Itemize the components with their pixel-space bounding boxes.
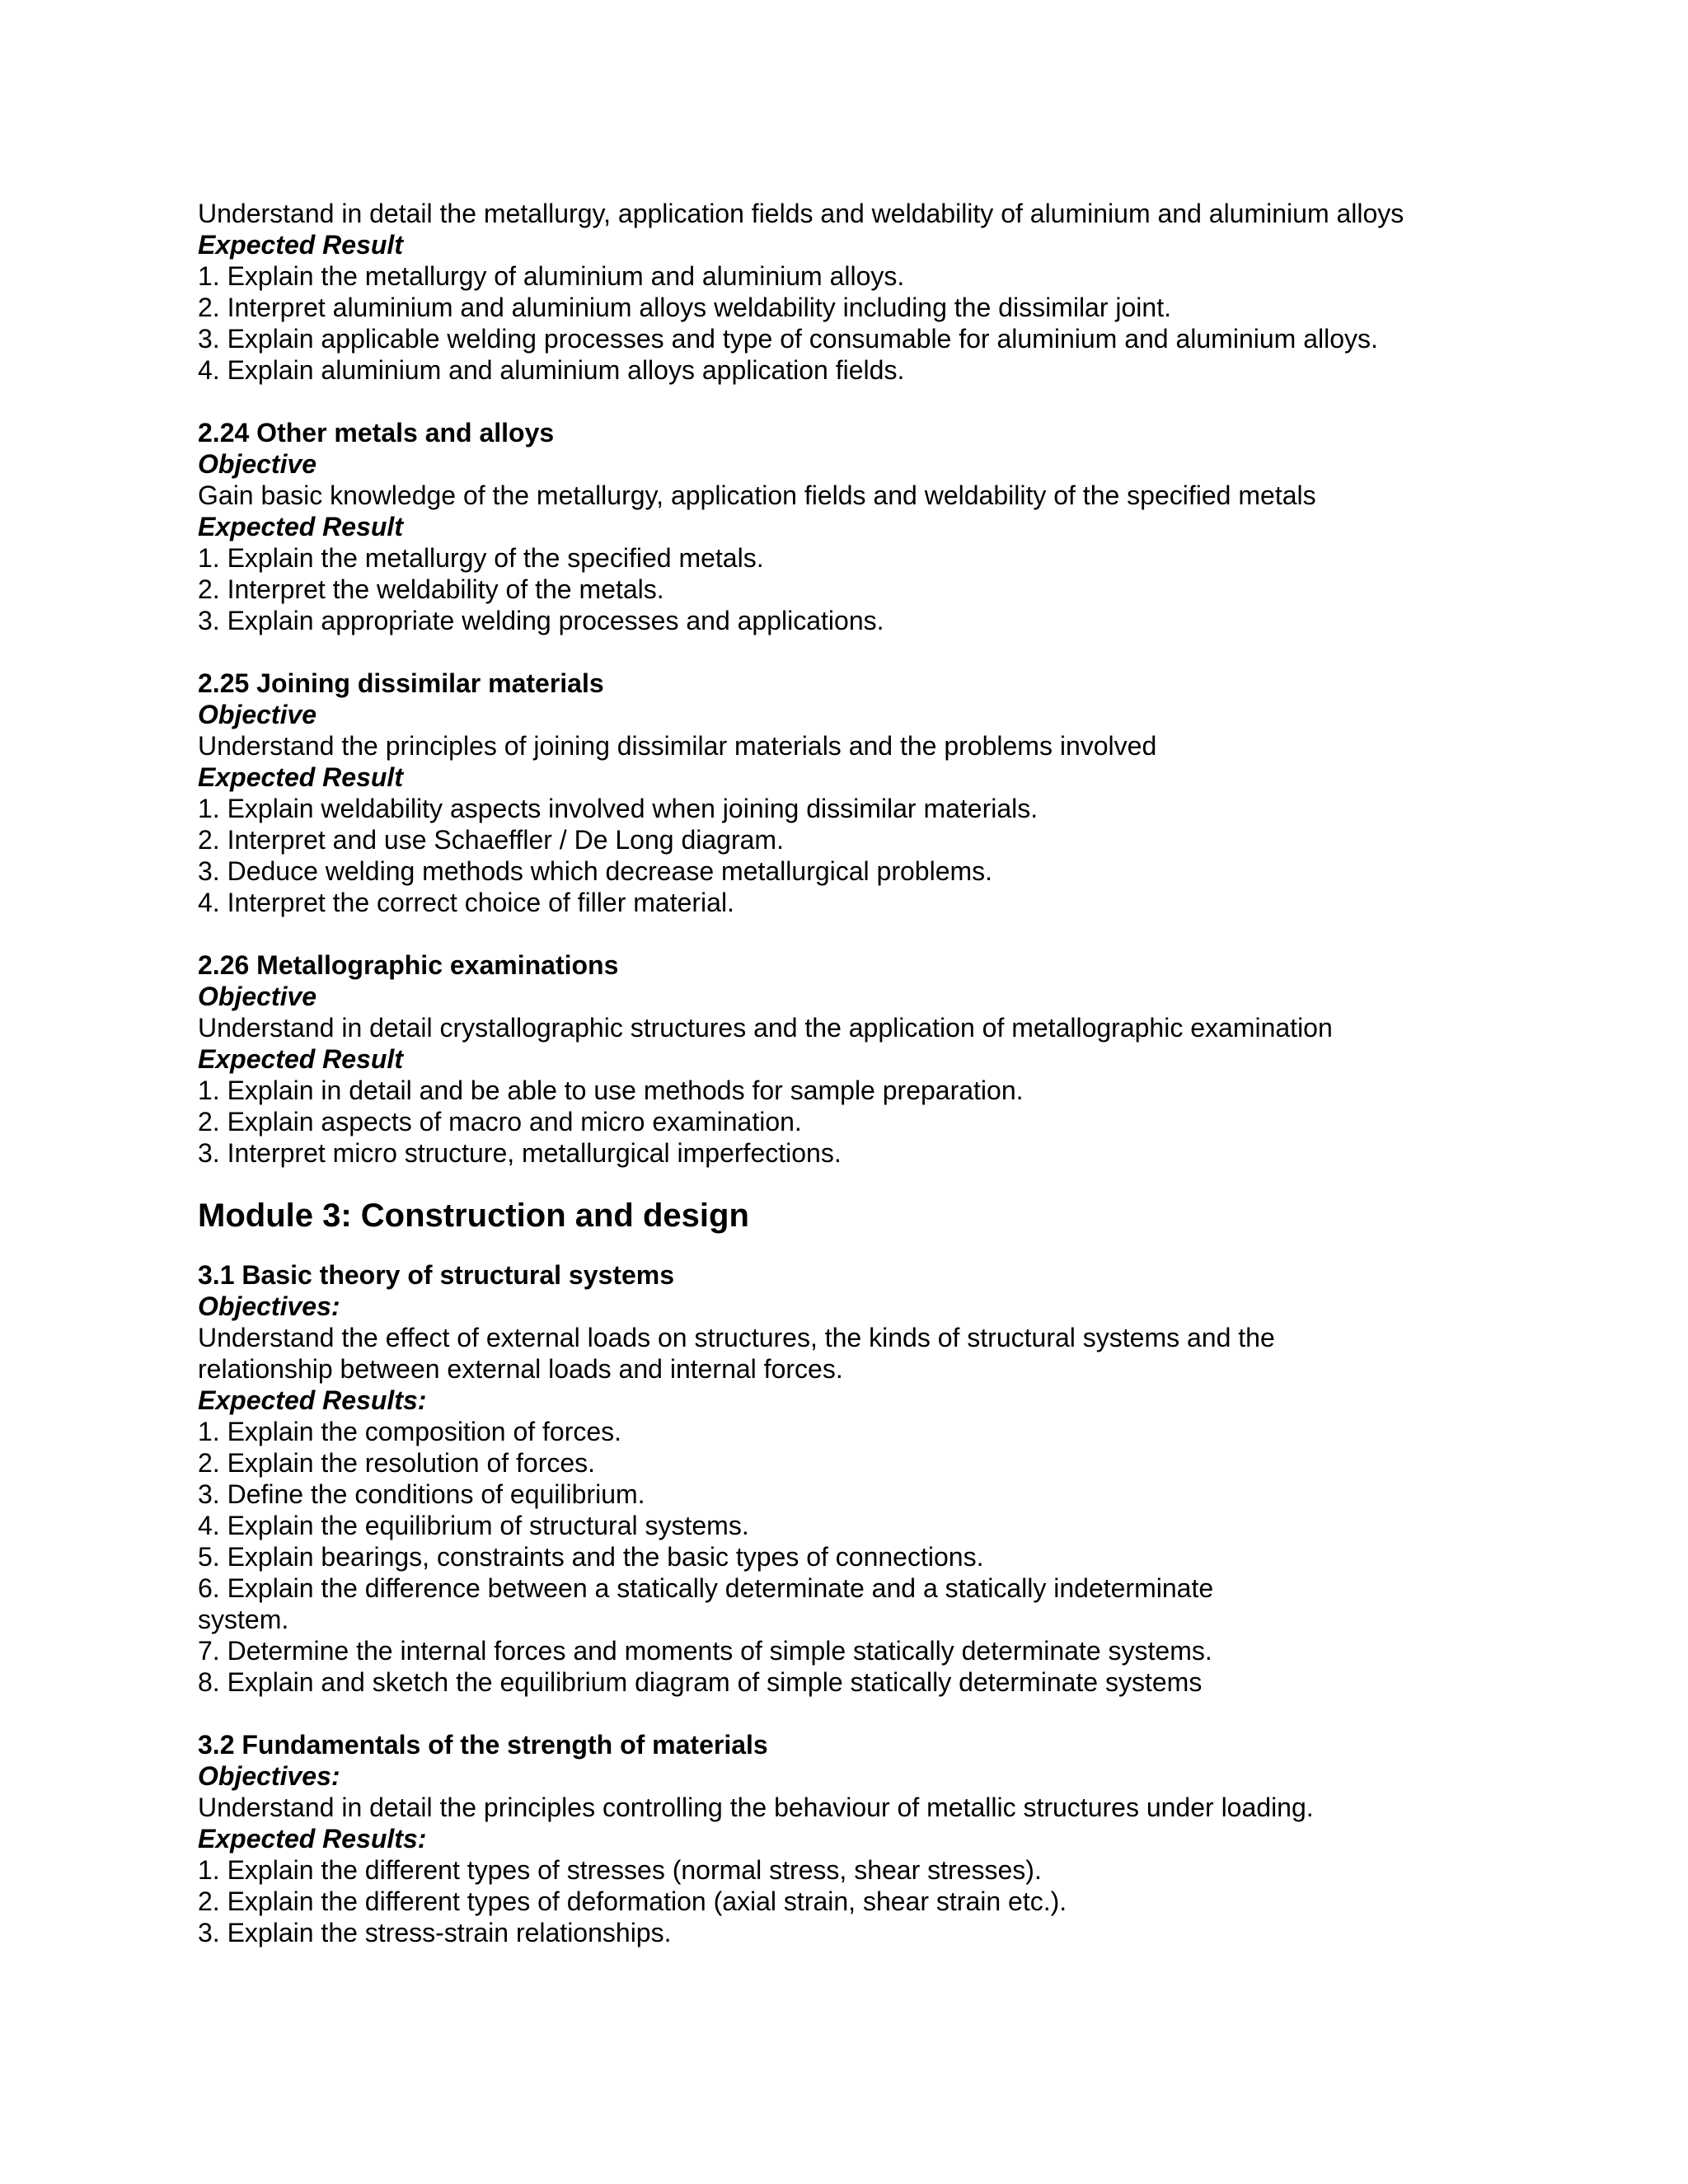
section-3-1	[198, 1259, 1533, 1698]
objective-text: Understand the principles of joining dissimilar materials and the problems involved	[198, 731, 1157, 761]
objective-label: Objective	[198, 982, 317, 1011]
result-item: 1. Explain weldability aspects involved when joining dissimilar materials.	[198, 794, 1039, 823]
result-item: 3. Explain the stress-strain relationships.	[198, 1918, 672, 1947]
objective-text: relationship between external loads and internal forces.	[198, 1354, 843, 1384]
result-item: 1. Explain in detail and be able to use methods for sample preparation.	[198, 1076, 1024, 1105]
section-title: 3.2 Fundamentals of the strength of materials	[198, 1730, 768, 1760]
section-title: 3.1 Basic theory of structural systems	[198, 1260, 675, 1290]
document-page	[198, 198, 1533, 1948]
result-item: 1. Explain the different types of stresses (normal stress, shear stresses).	[198, 1855, 1042, 1885]
section-2-25	[198, 668, 1533, 918]
result-item: 2. Explain aspects of macro and micro examination.	[198, 1107, 802, 1137]
section-2-24	[198, 417, 1533, 636]
section-title: 2.26 Metallographic examinations	[198, 950, 619, 980]
section-3-2	[198, 1729, 1533, 1948]
result-item: 3. Explain applicable welding processes and type of consumable for aluminium and aluminium alloys.	[198, 324, 1378, 354]
result-item: 3. Interpret micro structure, metallurgical imperfections.	[198, 1138, 842, 1168]
result-item: 5. Explain bearings, constraints and the basic types of connections.	[198, 1542, 984, 1572]
result-item: 4. Interpret the correct choice of filler material.	[198, 888, 734, 917]
result-item: 4. Explain the equilibrium of structural systems.	[198, 1511, 749, 1540]
objective-text: Gain basic knowledge of the metallurgy, application fields and weldability of the specified metals	[198, 480, 1316, 510]
expected-result-label: Expected Results:	[198, 1385, 427, 1415]
result-item: 3. Define the conditions of equilibrium.	[198, 1479, 645, 1509]
aluminium-section	[198, 198, 1533, 386]
objective-text: Understand in detail the principles controlling the behaviour of metallic structures under loading.	[198, 1793, 1314, 1822]
objective-text: Understand in detail the metallurgy, application fields and weldability of aluminium and aluminium alloys	[198, 199, 1404, 228]
result-item: 1. Explain the metallurgy of the specified metals.	[198, 543, 764, 573]
objective-label: Objective	[198, 700, 317, 729]
result-item: 2. Interpret aluminium and aluminium alloys weldability including the dissimilar joint.	[198, 293, 1171, 322]
result-item: 1. Explain the metallurgy of aluminium and aluminium alloys.	[198, 261, 905, 291]
expected-result-label: Expected Result	[198, 762, 403, 792]
objective-label: Objectives:	[198, 1291, 340, 1321]
result-item: 3. Explain appropriate welding processes and applications.	[198, 606, 884, 635]
expected-result-label: Expected Result	[198, 1044, 403, 1074]
objective-text: Understand the effect of external loads on structures, the kinds of structural systems and the	[198, 1323, 1275, 1352]
result-item: 6. Explain the difference between a statically determinate and a statically indeterminate	[198, 1573, 1214, 1603]
result-item: system.	[198, 1605, 289, 1634]
section-2-26	[198, 949, 1533, 1169]
expected-result-label: Expected Result	[198, 230, 403, 260]
result-item: 1. Explain the composition of forces.	[198, 1417, 622, 1446]
result-item: 2. Interpret and use Schaeffler / De Long diagram.	[198, 825, 784, 855]
expected-result-label: Expected Results:	[198, 1824, 427, 1854]
result-item: 2. Explain the resolution of forces.	[198, 1448, 596, 1478]
objective-label: Objective	[198, 449, 317, 479]
result-item: 7. Determine the internal forces and moments of simple statically determinate systems.	[198, 1636, 1212, 1666]
result-item: 3. Deduce welding methods which decrease metallurgical problems.	[198, 856, 993, 886]
result-item: 2. Explain the different types of deformation (axial strain, shear strain etc.).	[198, 1886, 1067, 1916]
section-title: 2.24 Other metals and alloys	[198, 418, 555, 448]
section-title: 2.25 Joining dissimilar materials	[198, 668, 604, 698]
result-item: 2. Interpret the weldability of the metals.	[198, 574, 664, 604]
result-item: 8. Explain and sketch the equilibrium diagram of simple statically determinate systems	[198, 1667, 1203, 1697]
objective-text: Understand in detail crystallographic structures and the application of metallographic examination	[198, 1013, 1333, 1043]
result-item: 4. Explain aluminium and aluminium alloys application fields.	[198, 355, 905, 385]
expected-result-label: Expected Result	[198, 512, 403, 541]
module-title: Module 3: Construction and design	[198, 1197, 749, 1234]
objective-label: Objectives:	[198, 1761, 340, 1791]
module-3	[198, 1197, 1533, 1948]
